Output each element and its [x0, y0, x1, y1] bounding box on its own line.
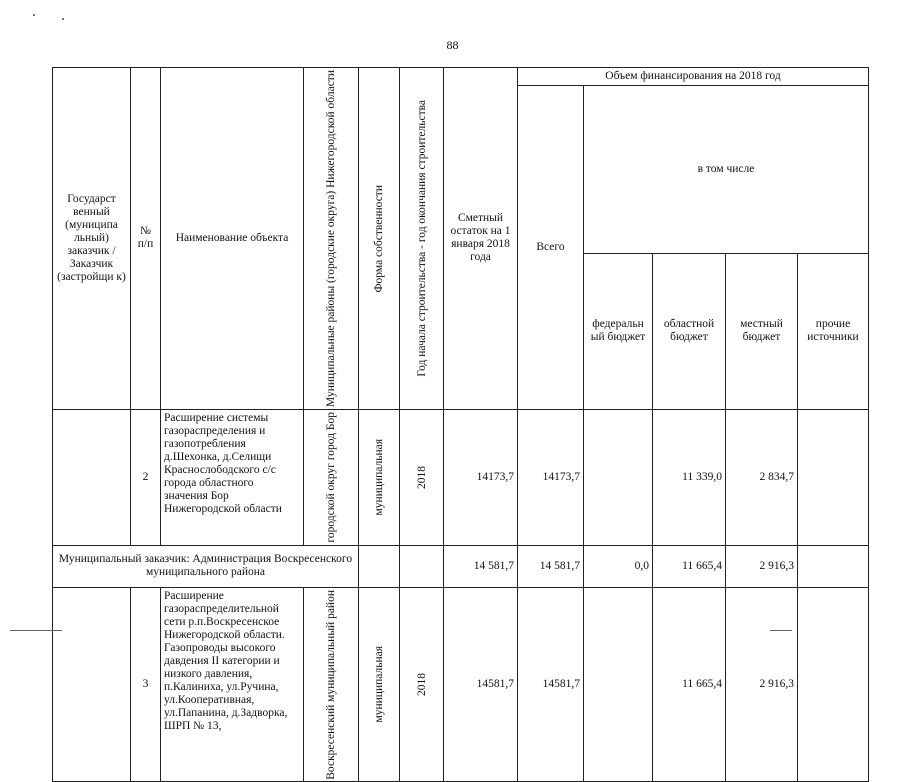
summary-year	[400, 545, 444, 587]
page-number: 88	[446, 38, 459, 52]
row-2-other	[798, 409, 869, 545]
row-2-year	[400, 409, 444, 545]
header-customer: Государст венный (муниципа льный) заказчик / Заказчик (застройщи к)	[53, 68, 131, 410]
scan-artifact-line	[770, 630, 792, 631]
summary-total: 14 581,7	[518, 545, 584, 587]
header-ownership-text: Форма собственности	[373, 184, 385, 293]
financing-table	[52, 67, 869, 782]
row-2-local: 2 834,7	[726, 409, 798, 545]
row-2-customer	[53, 409, 131, 545]
row-2-ownership	[359, 409, 400, 545]
header-including: в том числе	[584, 86, 869, 254]
row-3-number: 3	[131, 587, 161, 782]
row-3-local: 2 916,3	[726, 587, 798, 782]
header-districts	[304, 68, 359, 410]
row-3-object-name: Расширение газораспределительной сети р.п.Воскресенское Нижегородской области. Газопроводы высокого давдения II категории и низкого давления, п.Калиниха, ул.Ручина, ул.Кооперативная, ул.Папанина, д.Задворка, ШРП № 13,	[161, 587, 304, 782]
summary-local: 2 916,3	[726, 545, 798, 587]
summary-label: Муниципальный заказчик: Администрация Воскресенского муниципального района	[53, 545, 359, 587]
row-3-ownership-text: муниципальная	[373, 646, 385, 723]
header-number: № п/п	[131, 68, 161, 410]
row-3-district-text: Воскресенский муниципальный район	[325, 589, 337, 780]
table-row	[53, 409, 869, 545]
scan-artifact-line	[10, 630, 62, 631]
row-3-total: 14581,7	[518, 587, 584, 782]
row-2-balance: 14173,7	[444, 409, 518, 545]
row-2-object-name: Расширение системы газораспределения и газопотребления д.Шехонка, д.Селищи Краснослободского с/с города областного значения Бор Нижегородской области	[161, 409, 304, 545]
header-federal: федеральн ый бюджет	[584, 253, 653, 409]
summary-federal: 0,0	[584, 545, 653, 587]
row-2-total: 14173,7	[518, 409, 584, 545]
header-years	[400, 68, 444, 410]
header-regional: областной бюджет	[653, 253, 726, 409]
header-ownership	[359, 68, 400, 410]
scan-speck	[62, 18, 64, 20]
row-2-district-text: городской округ город Бор	[325, 411, 337, 543]
header-object-name: Наименование объекта	[161, 68, 304, 410]
row-2-ownership-text: муниципальная	[373, 438, 385, 516]
header-years-text: Год начала строительства - год окончания строительства	[415, 100, 428, 377]
row-3-other	[798, 587, 869, 782]
row-3-year	[400, 587, 444, 782]
header-balance: Сметный остаток на 1 января 2018 года	[444, 68, 518, 410]
row-3-customer	[53, 587, 131, 782]
row-3-regional: 11 665,4	[653, 587, 726, 782]
row-2-year-text: 2018	[415, 465, 428, 489]
header-local: местный бюджет	[726, 253, 798, 409]
summary-other	[798, 545, 869, 587]
header-total: Всего	[518, 86, 584, 410]
row-3-balance: 14581,7	[444, 587, 518, 782]
summary-ownership	[359, 545, 400, 587]
summary-regional: 11 665,4	[653, 545, 726, 587]
header-districts-text: Муниципальные районы (городские округа) Нижегородской области	[325, 70, 337, 407]
row-2-number: 2	[131, 409, 161, 545]
table-row-summary	[53, 545, 869, 587]
row-2-district	[304, 409, 359, 545]
row-2-regional: 11 339,0	[653, 409, 726, 545]
row-3-ownership	[359, 587, 400, 782]
scan-speck	[33, 14, 35, 16]
table-row	[53, 587, 869, 782]
summary-balance: 14 581,7	[444, 545, 518, 587]
row-3-district	[304, 587, 359, 782]
row-3-year-text: 2018	[415, 672, 428, 696]
row-3-federal	[584, 587, 653, 782]
header-other: прочие источники	[798, 253, 869, 409]
row-2-federal	[584, 409, 653, 545]
header-financing: Объем финансирования на 2018 год	[518, 68, 869, 86]
